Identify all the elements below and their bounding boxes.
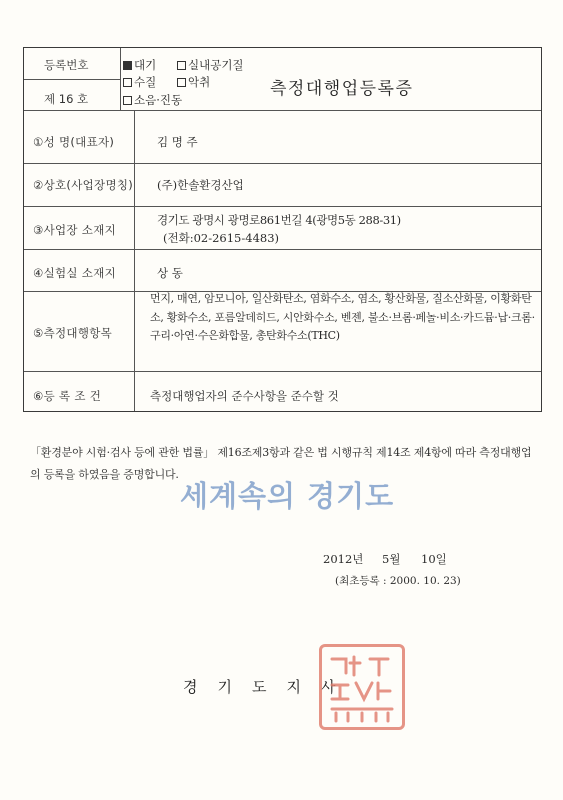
certification-statement: 「환경분야 시험·검사 등에 관한 법률」 제16조제3항과 같은 법 시행규칙 제14조 제4항에 따라 측정대행업의 등록을 하였음을 증명합니다. xyxy=(30,446,532,481)
checkbox-icon xyxy=(123,78,132,87)
checkbox-icon xyxy=(177,61,186,70)
gyeonggi-watermark: 세계속의 경기도 xyxy=(180,479,395,513)
row-value-lab: 상 동 xyxy=(157,266,183,280)
official-seal xyxy=(319,644,405,730)
category-odor: 악취 xyxy=(177,74,210,90)
reg-no-value: 제 16 호 xyxy=(44,92,89,106)
row-label-conditions: ⑥등 록 조 건 xyxy=(33,389,102,403)
reg-no-label: 등록번호 xyxy=(44,58,89,72)
row-value-name: 김 명 주 xyxy=(157,135,198,149)
category-air: 대기 xyxy=(123,57,156,73)
row-value-items: 먼지, 매연, 암모니아, 일산화탄소, 염화수소, 염소, 황산화물, 질소산화물, 이황화탄소, 황화수소, 포름알데히드, 시안화수소, 벤젠, 불소·브롬·페놀·비소·카드뮴·납·크롬·구리·아연·수은화합물, 총탄화수소(THC) xyxy=(150,292,535,342)
date-year: 2012년 xyxy=(323,552,364,566)
category-indoor-air: 실내공기질 xyxy=(177,57,244,73)
document-title: 측정대행업등록증 xyxy=(270,79,414,99)
row-value-conditions: 측정대행업자의 준수사항을 준수할 것 xyxy=(150,389,339,403)
row-label-address: ③사업장 소재지 xyxy=(33,223,117,237)
category-water: 수질 xyxy=(123,74,156,90)
row-label-company: ②상호(사업장명칭) xyxy=(33,178,134,192)
checkbox-icon xyxy=(123,96,132,105)
row-label-lab: ④실험실 소재지 xyxy=(33,266,117,280)
row-label-items: ⑤측정대행항목 xyxy=(33,326,113,340)
date-month: 5월 xyxy=(382,552,401,566)
row-value-phone: (전화:02-2615-4483) xyxy=(163,231,280,245)
date-day: 10일 xyxy=(421,552,447,566)
row-value-address: 경기도 광명시 광명로861번길 4(광명5동 288-31) xyxy=(157,213,401,227)
category-noise: 소음·진동 xyxy=(123,92,182,108)
row-label-name: ①성 명(대표자) xyxy=(33,135,115,149)
row-value-company: (주)한솔환경산업 xyxy=(157,178,244,192)
first-registration-date: (최초등록 : 2000. 10. 23) xyxy=(335,575,461,587)
checkbox-checked-icon xyxy=(123,61,132,70)
seal-glyphs-icon xyxy=(322,647,402,727)
checkbox-icon xyxy=(177,78,186,87)
issuer-name: 경기도지사 xyxy=(183,678,356,696)
